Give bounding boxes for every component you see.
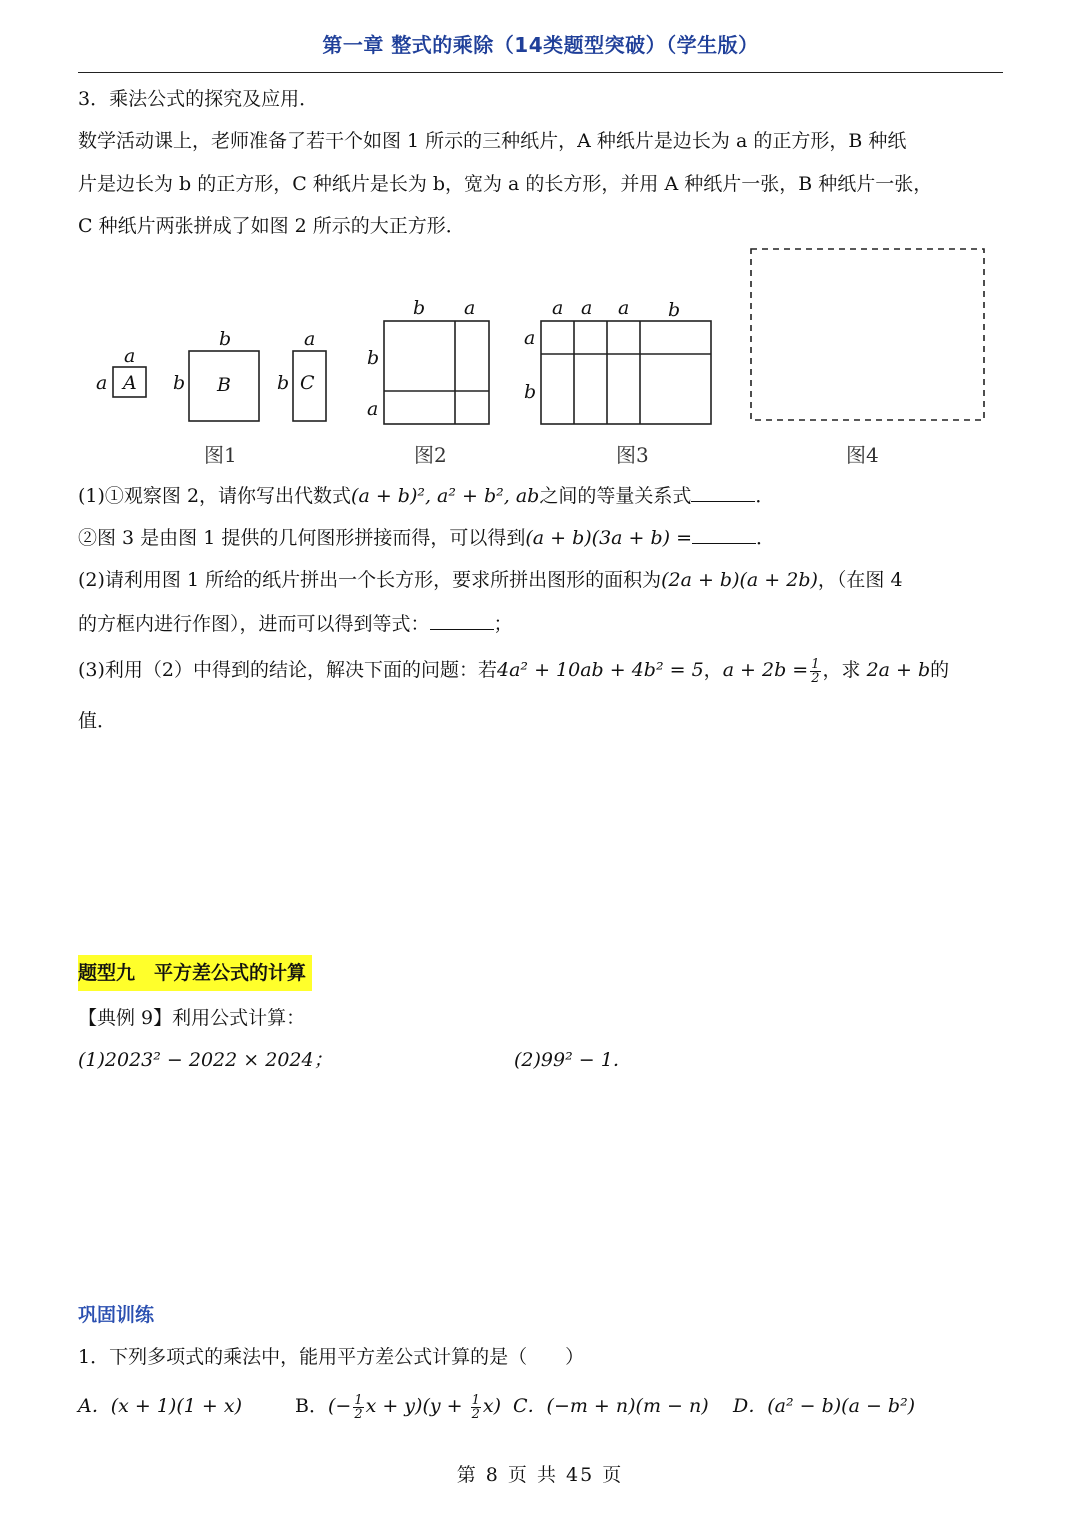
practice-heading: 巩固训练 bbox=[78, 1304, 155, 1326]
fig3-top-a2: a bbox=[581, 297, 593, 319]
fig3-left-a: a bbox=[524, 327, 536, 349]
fig2-caption: 图2 bbox=[414, 443, 447, 467]
q3-expr1: 4a² + 10ab + 4b² = 5 bbox=[497, 659, 704, 681]
fig1-B-left-label: b bbox=[173, 372, 186, 394]
fig1-A-inner-label: A bbox=[123, 372, 137, 394]
fig2-left-a: a bbox=[367, 398, 379, 420]
q3-expr3: 2a + b bbox=[866, 659, 931, 681]
problem3-intro-line1: 数学活动课上，老师准备了若干个如图 1 所示的三种纸片，A 种纸片是边长为 a 的正方形，B 种纸 bbox=[78, 130, 907, 152]
fig3-caption: 图3 bbox=[616, 443, 649, 467]
fig1-caption: 图1 bbox=[204, 443, 237, 467]
q3-end: 的 bbox=[930, 659, 950, 681]
q3-fraction bbox=[810, 658, 820, 685]
q1b-answer-blank[interactable] bbox=[692, 523, 756, 544]
fig1-B-top-label: b bbox=[219, 328, 232, 350]
fig1-B-inner-label: B bbox=[217, 374, 231, 396]
fig3-top-a3: a bbox=[618, 297, 630, 319]
section9-heading: 题型九 平方差公式的计算 bbox=[78, 955, 312, 991]
q2-answer-blank[interactable] bbox=[430, 609, 494, 630]
page-footer: 第 8 页 共 45 页 bbox=[456, 1464, 624, 1486]
fig2-top-b: b bbox=[413, 297, 426, 319]
fig1-C-top-label: a bbox=[304, 328, 316, 350]
q2-prefix: (2)请利用图 1 所给的纸片拼出一个长方形，要求所拼出图形的面积为 bbox=[78, 569, 662, 591]
q3-line1: (3)利用（2）中得到的结论，解决下面的问题：若4a² + 10ab + 4b² = 5，a + 2b = $\frac{1}{2}$ ，求 2a + b的 bbox=[78, 656, 950, 686]
q1b-prefix: ②图 3 是由图 1 提供的几何图形拼接而得，可以得到 bbox=[78, 527, 526, 549]
fig3-top-b: b bbox=[668, 299, 681, 321]
section9-example: 【典例 9】利用公式计算： bbox=[78, 1007, 306, 1029]
practice-option-C[interactable] bbox=[513, 1392, 709, 1420]
q2-line2: 的方框内进行作图），进而可以得到等式： ； bbox=[78, 609, 513, 638]
practice-q1: 1．下列多项式的乘法中，能用平方差公式计算的是（ ） bbox=[78, 1346, 585, 1368]
q3-line2: 值． bbox=[78, 710, 117, 732]
section9-q1: (1)2023² − 2022 × 2024； bbox=[78, 1049, 333, 1071]
practice-option-A[interactable] bbox=[78, 1392, 242, 1420]
option-B-label: B． bbox=[295, 1395, 328, 1417]
page-header bbox=[78, 30, 1003, 73]
q3-expr2: a + 2b = bbox=[722, 659, 809, 681]
option-A-text: A．(x + 1)(1 + x) bbox=[78, 1395, 242, 1417]
q2-suffix: ，（在图 4 bbox=[817, 569, 903, 591]
fig3-outer bbox=[541, 321, 711, 424]
q1b-line: ②图 3 是由图 1 提供的几何图形拼接而得，可以得到(a + b)(3a + b) = ． bbox=[78, 523, 775, 552]
fig3-left-b: b bbox=[524, 381, 537, 403]
fig2-outer bbox=[384, 321, 489, 424]
fig2-top-a: a bbox=[464, 297, 476, 319]
fig1-C-left-label: b bbox=[277, 372, 290, 394]
fig1-A-top-label: a bbox=[124, 345, 136, 367]
problem3-title: 3．乘法公式的探究及应用． bbox=[78, 88, 319, 110]
q1b-expr: (a + b)(3a + b) = bbox=[525, 527, 693, 549]
option-C-text: C．(−m + n)(m − n) bbox=[513, 1395, 709, 1417]
option-D-text: D．(a² − b)(a − b²) bbox=[733, 1395, 916, 1417]
q3-prefix: (3)利用（2）中得到的结论，解决下面的问题：若 bbox=[78, 659, 498, 681]
fig4-dashed-box bbox=[751, 249, 984, 420]
option-B-expr: (− $\frac{1}{2}$ x + y)(y + $\frac{1}{2}$ x) bbox=[327, 1392, 502, 1422]
q3-suffix: ，求 bbox=[822, 659, 861, 681]
practice-option-D[interactable] bbox=[733, 1392, 915, 1420]
fig1-A-left-label: a bbox=[96, 372, 108, 394]
section9-q2: (2)99² − 1． bbox=[514, 1049, 632, 1071]
practice-option-B[interactable] bbox=[295, 1392, 501, 1421]
q1a-prefix: (1)①观察图 2，请你写出代数式 bbox=[78, 485, 352, 507]
q1a-answer-blank[interactable] bbox=[691, 481, 755, 502]
fig1-C-inner-label: C bbox=[300, 372, 315, 394]
fig4-caption: 图4 bbox=[846, 443, 879, 467]
problem3-intro-line3: C 种纸片两张拼成了如图 2 所示的大正方形． bbox=[78, 215, 465, 237]
q1a-line: (1)①观察图 2，请你写出代数式(a + b)², a² + b², ab之间的等量关系式 ． bbox=[78, 481, 774, 510]
q2-line1 bbox=[78, 566, 903, 594]
q3-frac-num: 1 bbox=[811, 656, 820, 672]
fig3-top-a1: a bbox=[552, 297, 564, 319]
q3-frac-den: 2 bbox=[811, 670, 820, 686]
problem3-intro-line2: 片是边长为 b 的正方形，C 种纸片是长为 b，宽为 a 的长方形，并用 A 种纸片一张，B 种纸片一张， bbox=[78, 173, 933, 195]
q1a-expr: (a + b)², a² + b², ab bbox=[351, 485, 540, 507]
q2-expr: (2a + b)(a + 2b) bbox=[661, 569, 818, 591]
fig2-left-b: b bbox=[367, 347, 380, 369]
figures-area bbox=[0, 240, 1080, 475]
q1a-suffix: 之间的等量关系式 bbox=[539, 485, 692, 507]
header-title: 第一章 整式的乘除（14类题型突破）（学生版） bbox=[322, 33, 759, 57]
q2-line2-text: 的方框内进行作图），进而可以得到等式： bbox=[78, 613, 430, 635]
